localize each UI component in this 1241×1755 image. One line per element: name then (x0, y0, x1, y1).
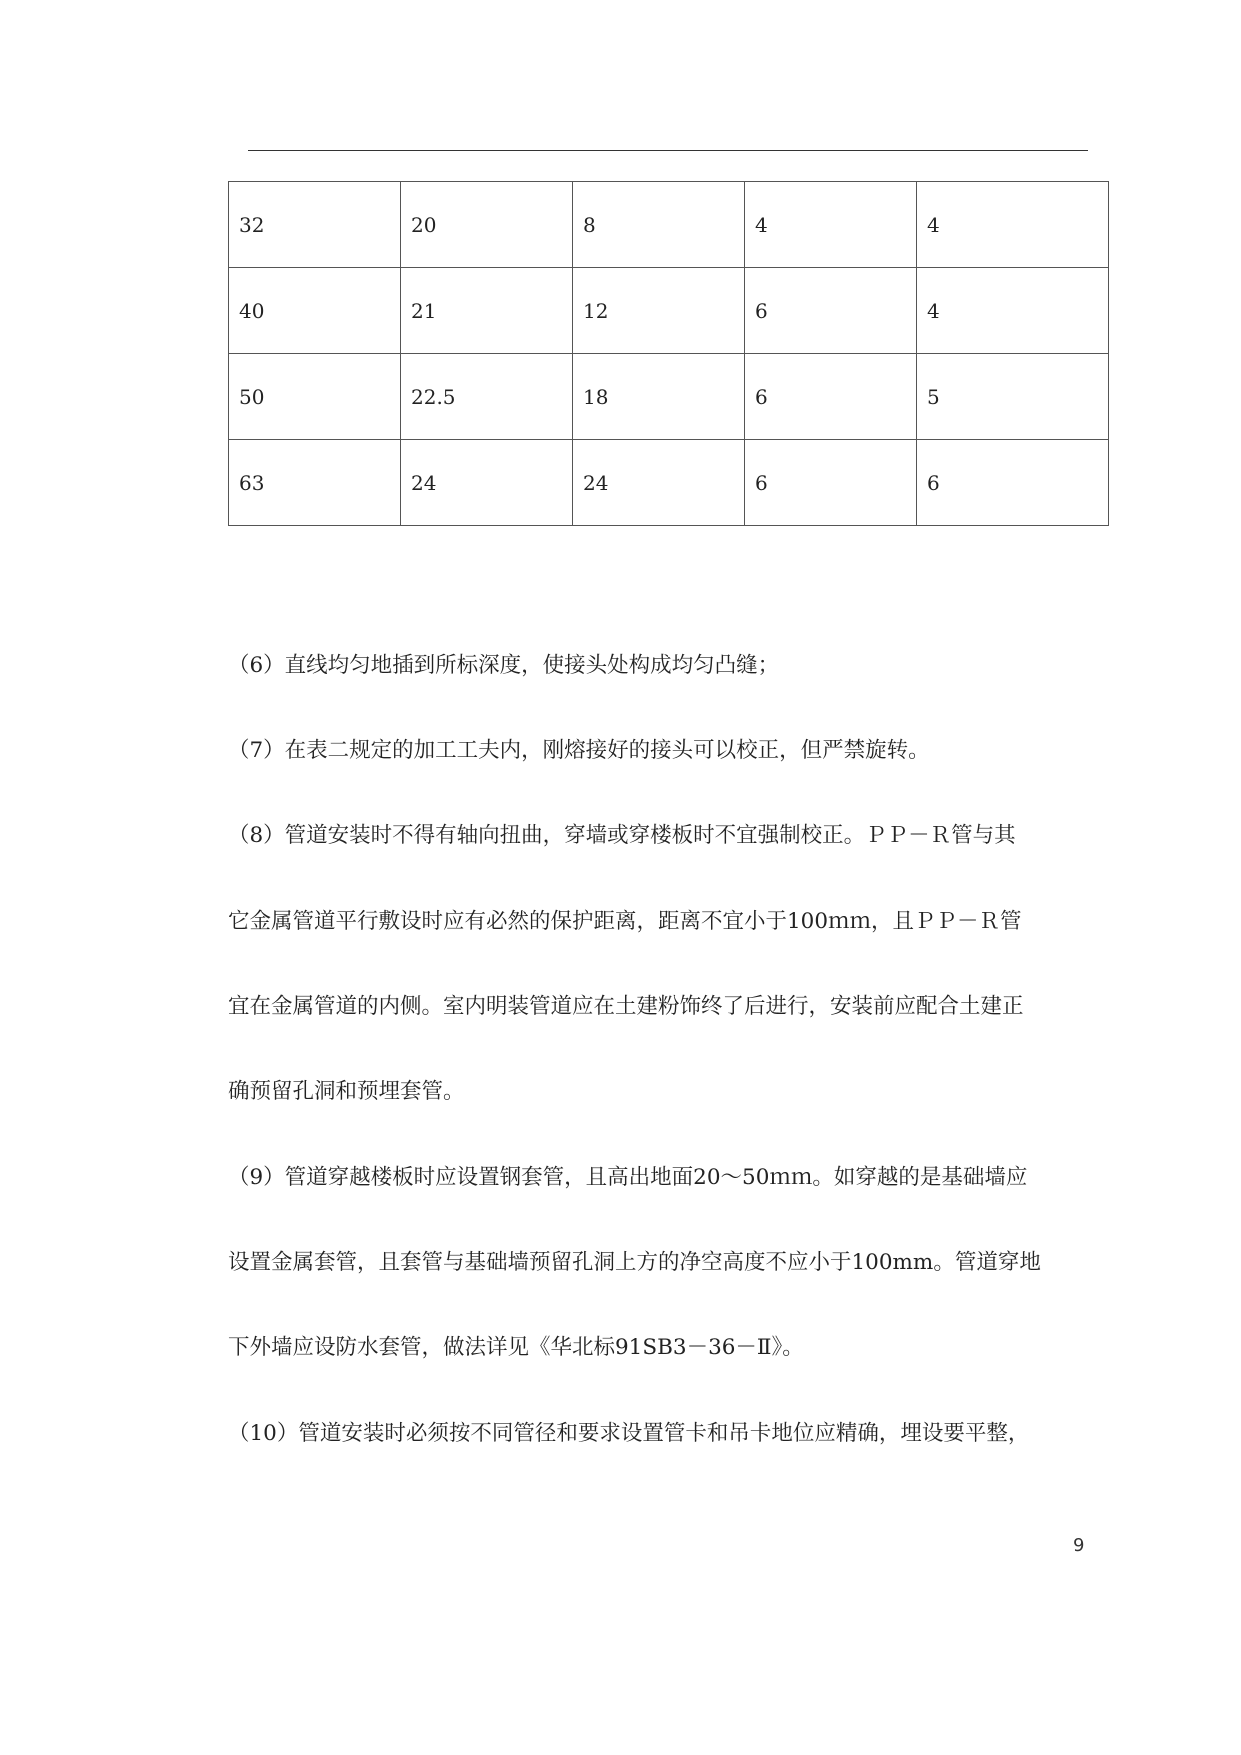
table-cell: 21 (401, 268, 573, 354)
paragraph-line: （6）直线均匀地插到所标深度，使接头处构成均匀凸缝； (228, 653, 780, 678)
table-cell: 50 (229, 354, 401, 440)
paragraph-line: 确预留孔洞和预埋套管。 (228, 1079, 465, 1104)
paragraph-line: 它金属管道平行敷设时应有必然的保护距离，距离不宜小于100ｍｍ，且ＰＰ－Ｒ管 (228, 909, 1022, 934)
paragraph-line: （9）管道穿越楼板时应设置钢套管，且高出地面20～50ｍｍ。如穿越的是基础墙应 (228, 1165, 1028, 1190)
table-cell: 6 (745, 354, 917, 440)
table-cell: 24 (573, 440, 745, 526)
table-cell: 24 (401, 440, 573, 526)
table-cell: 12 (573, 268, 745, 354)
table-cell: 6 (745, 440, 917, 526)
header-rule (248, 150, 1088, 151)
table-cell: 4 (917, 182, 1109, 268)
table-cell: 18 (573, 354, 745, 440)
table-row (229, 440, 1109, 526)
paragraph-line: 宜在金属管道的内侧。室内明装管道应在土建粉饰终了后进行，安装前应配合土建正 (228, 994, 1024, 1019)
table-cell: 5 (917, 354, 1109, 440)
table-cell: 63 (229, 440, 401, 526)
paragraph-line: 下外墙应设防水套管，做法详见《华北标91SB3－36－Ⅱ》。 (228, 1335, 804, 1360)
table-row (229, 268, 1109, 354)
table-cell: 32 (229, 182, 401, 268)
table-cell: 6 (745, 268, 917, 354)
paragraph-line: （8）管道安装时不得有轴向扭曲，穿墙或穿楼板时不宜强制校正。ＰＰ－Ｒ管与其 (228, 823, 1016, 848)
table-cell: 22.5 (401, 354, 573, 440)
data-table (228, 181, 1109, 526)
paragraph-line: 设置金属套管，且套管与基础墙预留孔洞上方的净空高度不应小于100mm。管道穿地 (228, 1250, 1041, 1275)
table-cell: 20 (401, 182, 573, 268)
table-row (229, 182, 1109, 268)
table-cell: 6 (917, 440, 1109, 526)
table-cell: 40 (229, 268, 401, 354)
paragraph-line: （7）在表二规定的加工工夫内，刚熔接好的接头可以校正，但严禁旋转。 (228, 738, 930, 763)
page-number: 9 (1073, 1535, 1085, 1556)
paragraph-line: （10）管道安装时必须按不同管径和要求设置管卡和吊卡地位应精确，埋设要平整， (228, 1421, 1030, 1446)
table-row (229, 354, 1109, 440)
table-cell: 8 (573, 182, 745, 268)
table-cell: 4 (917, 268, 1109, 354)
table-cell: 4 (745, 182, 917, 268)
